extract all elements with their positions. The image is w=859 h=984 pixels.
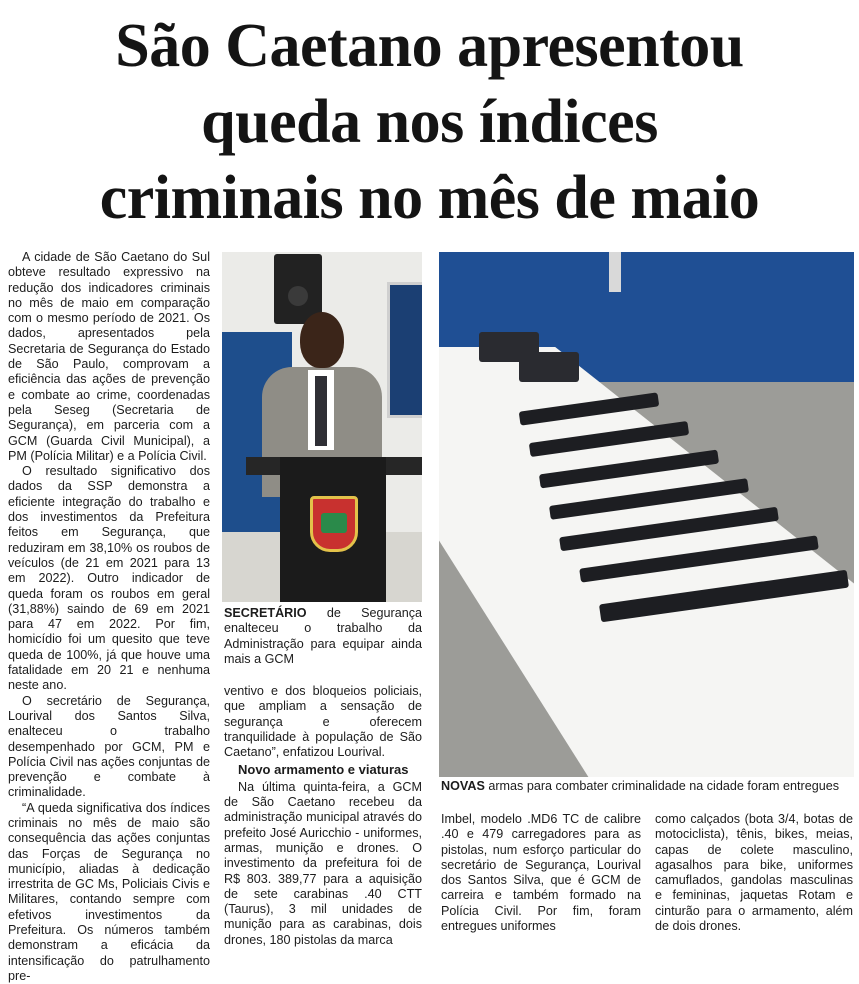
- city-crest-icon: [310, 496, 358, 552]
- headline-line-2: queda nos índices: [201, 88, 658, 156]
- article-column-4: [655, 812, 853, 934]
- speaker-photo-caption: [224, 606, 422, 667]
- paragraph: “A queda significativa dos índices criminais no mês de maio são consequência das ações conjuntas das Forças de Segurança no município, aliadas à dedicação irrestrita de GC Ms, Policiais Civis e Militares, contando sempre com efetivos investimentos da Prefeitura. Os números também demonstram a eficácia da intensificação do patrulhamento pre-: [8, 800, 210, 983]
- paragraph: Imbel, modelo .MD6 TC de calibre .40 e 479 carregadores para as pistolas, num esforço particular do secretário de Segurança, Lourival dos Santos Silva, que é GCM de carreira e também formado na Polícia Civil. Por fim, foram entregues uniformes: [441, 812, 641, 934]
- paragraph: como calçados (bota 3/4, botas de motociclista), tênis, bikes, meias, capas de colete masculino, agasalhos para bike, uniformes camuflados, gandolas masculinas e femininas, jaquetas Rotam e cinturão para o armamento, além de dois drones.: [655, 812, 853, 934]
- caption-text: de Segurança enalteceu o trabalho da Administração para equipar ainda mais a GCM: [224, 606, 422, 666]
- caption-text: armas para combater criminalidade na cidade foram entregues: [484, 779, 840, 793]
- subheading: Novo armamento e viaturas: [238, 762, 409, 778]
- caption-lead: NOVAS: [441, 779, 485, 793]
- paragraph: Na última quinta-feira, a GCM de São Caetano recebeu da administração municipal através do prefeito José Auricchio - uniformes, armas, munição e drones. O investimento da prefeitura foi de R$ 803. 389,77 para a aquisição de sete carabinas .40 CTT (Taurus), 3 mil unidades de munição para as carabinas, dois drones, 180 pistolas da marca: [224, 779, 422, 947]
- paragraph: ventivo e dos bloqueios policiais, que ampliam a sensação de segurança e oferecem tranquilidade à população de São Caetano”, enfatizou Lourival.: [224, 684, 422, 760]
- headline: [0, 8, 859, 236]
- weapons-photo: [439, 252, 854, 777]
- caption-lead: SECRETÁRIO: [224, 606, 307, 620]
- weapons-photo-caption: [441, 779, 856, 794]
- headline-line-1: São Caetano apresentou: [115, 12, 744, 80]
- article-column-1: [8, 250, 210, 984]
- headline-line-3: criminais no mês de maio: [99, 164, 760, 232]
- paragraph: A cidade de São Caetano do Sul obteve resultado expressivo na redução dos indicadores criminais no mês de maio em comparação com o mesmo período de 2021. Os dados, apresentados pela Secretaria de Segurança do Estado de São Paulo, comprovam a eficiência das ações de prevenção e combate ao crime, coordenadas pela Seseg (Secretaria de Segurança), em parceria com a GCM (Guarda Civil Municipal), a PM (Polícia Militar) e a Polícia Civil.: [8, 250, 210, 463]
- article-column-2: [224, 684, 422, 948]
- paragraph: O resultado significativo dos dados da SSP demonstra a eficiente integração do trabalho e dos investimentos da Prefeitura feitos em Segurança, que reduziram em 38,10% os roubos de veículos (de 21 em 2021 para 13 em 2022). Outro indicador de queda foram os roubos em geral (31,88%) saindo de 69 em 2021 para 47 em 2022. Por fim, homicídio foi um quesito que teve queda de 100%, já que houve uma fatalidade em 20 21 e nenhuma neste ano.: [8, 464, 210, 693]
- speaker-photo: [222, 252, 422, 602]
- article-column-3: [441, 812, 641, 934]
- paragraph: O secretário de Segurança, Lourival dos Santos Silva, enalteceu o trabalho desempenhado por GCM, PM e Polícia Civil nas ações conjuntas de prevenção e combate à criminalidade.: [8, 693, 210, 800]
